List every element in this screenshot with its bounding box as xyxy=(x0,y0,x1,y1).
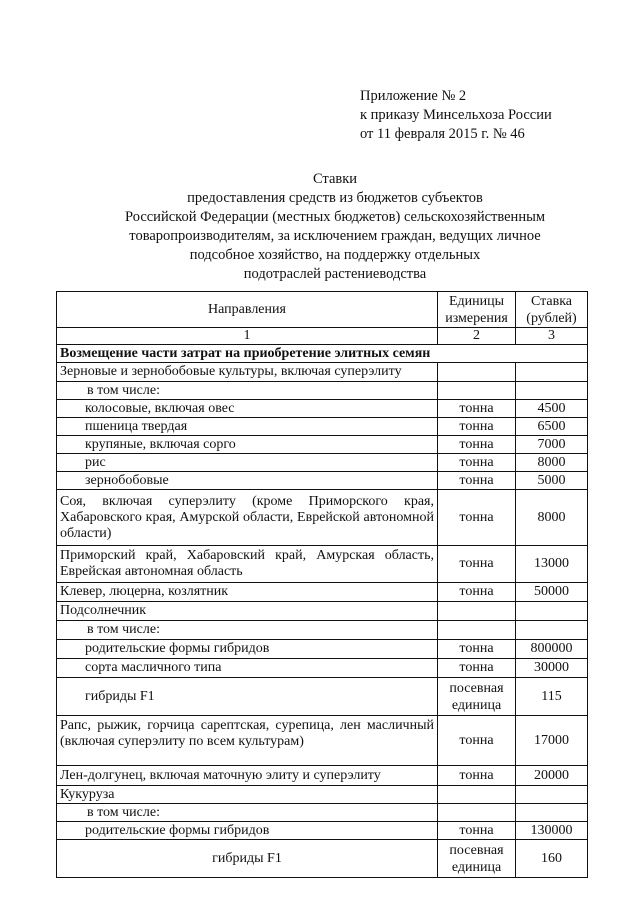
row-name: зернобобовые xyxy=(57,472,438,490)
title-line-5: подотраслей растениеводства xyxy=(243,266,427,282)
row-rate: 5000 xyxy=(516,472,588,490)
row-unit xyxy=(438,804,516,822)
header-unit: Единицы измерения xyxy=(438,292,516,328)
row-rate xyxy=(516,382,588,400)
row-unit: тонна xyxy=(438,400,516,418)
row-name: родительские формы гибридов xyxy=(57,640,438,659)
row-name: гибриды F1 xyxy=(57,678,438,716)
row-rate: 13000 xyxy=(516,546,588,583)
table-row xyxy=(57,363,588,382)
row-unit xyxy=(438,786,516,804)
row-name: колосовые, включая овес xyxy=(57,400,438,418)
row-rate xyxy=(516,804,588,822)
document-title xyxy=(90,170,580,284)
row-unit: тонна xyxy=(438,640,516,659)
appendix-line-2: к приказу Минсельхоза России xyxy=(360,107,552,123)
row-unit: тонна xyxy=(438,418,516,436)
row-rate: 8000 xyxy=(516,454,588,472)
row-rate: 6500 xyxy=(516,418,588,436)
table-header-row xyxy=(57,292,588,328)
section-title: Возмещение части затрат на приобретение элитных семян xyxy=(57,345,588,363)
table-row xyxy=(57,659,588,678)
table-row xyxy=(57,602,588,621)
table-row xyxy=(57,583,588,602)
row-rate xyxy=(516,602,588,621)
table-row xyxy=(57,840,588,878)
row-name: Кукуруза xyxy=(57,786,438,804)
column-number-row xyxy=(57,328,588,345)
row-rate xyxy=(516,363,588,382)
row-unit: тонна xyxy=(438,490,516,546)
row-unit: тонна xyxy=(438,583,516,602)
col-number-2: 2 xyxy=(438,328,516,345)
appendix-block xyxy=(360,87,552,144)
row-rate: 4500 xyxy=(516,400,588,418)
table-row xyxy=(57,678,588,716)
row-name: Клевер, люцерна, козлятник xyxy=(57,583,438,602)
row-name: Подсолнечник xyxy=(57,602,438,621)
row-rate: 7000 xyxy=(516,436,588,454)
row-unit: тонна xyxy=(438,659,516,678)
table-row xyxy=(57,546,588,583)
row-name: Рапс, рыжик, горчица сарептская, сурепица, лен масличный (включая суперэлиту по всем культурам) xyxy=(57,716,438,766)
row-rate xyxy=(516,621,588,640)
row-rate: 30000 xyxy=(516,659,588,678)
row-unit: тонна xyxy=(438,454,516,472)
title-line-2: Российской Федерации (местных бюджетов) сельскохозяйственным xyxy=(125,209,545,225)
appendix-line-3: от 11 февраля 2015 г. № 46 xyxy=(360,126,525,142)
row-name: рис xyxy=(57,454,438,472)
row-rate: 8000 xyxy=(516,490,588,546)
row-unit: посевная единица xyxy=(438,678,516,716)
table-row xyxy=(57,472,588,490)
table-row xyxy=(57,400,588,418)
header-direction: Направления xyxy=(57,292,438,328)
row-name: Зерновые и зернобобовые культуры, включая суперэлиту xyxy=(57,363,438,382)
row-unit: тонна xyxy=(438,822,516,840)
section-row xyxy=(57,345,588,363)
row-rate: 800000 xyxy=(516,640,588,659)
row-name: в том числе: xyxy=(57,382,438,400)
row-unit: тонна xyxy=(438,472,516,490)
row-unit xyxy=(438,621,516,640)
row-name: в том числе: xyxy=(57,804,438,822)
table-row xyxy=(57,382,588,400)
row-unit: тонна xyxy=(438,546,516,583)
table-row xyxy=(57,822,588,840)
row-rate: 20000 xyxy=(516,766,588,786)
table-row xyxy=(57,786,588,804)
row-unit xyxy=(438,602,516,621)
row-name: сорта масличного типа xyxy=(57,659,438,678)
row-name: Приморский край, Хабаровский край, Амурская область, Еврейская автономная область xyxy=(57,546,438,583)
row-name: Лен-долгунец, включая маточную элиту и суперэлиту xyxy=(57,766,438,786)
rates-table xyxy=(56,291,588,878)
row-name: пшеница твердая xyxy=(57,418,438,436)
row-name: Соя, включая суперэлиту (кроме Приморского края, Хабаровского края, Амурской области, Еврейской автономной области) xyxy=(57,490,438,546)
title-line-1: предоставления средств из бюджетов субъектов xyxy=(187,190,483,206)
row-name: гибриды F1 xyxy=(57,840,438,878)
table-row xyxy=(57,490,588,546)
row-name: в том числе: xyxy=(57,621,438,640)
table-row xyxy=(57,716,588,766)
row-name: крупяные, включая сорго xyxy=(57,436,438,454)
row-unit: посевная единица xyxy=(438,840,516,878)
row-unit xyxy=(438,363,516,382)
row-rate: 115 xyxy=(516,678,588,716)
title-heading: Ставки xyxy=(312,171,358,187)
title-line-4: подсобное хозяйство, на поддержку отдельных xyxy=(189,247,481,263)
table-row xyxy=(57,766,588,786)
table-row xyxy=(57,804,588,822)
row-unit: тонна xyxy=(438,766,516,786)
row-rate xyxy=(516,786,588,804)
row-unit xyxy=(438,382,516,400)
row-rate: 17000 xyxy=(516,716,588,766)
row-unit: тонна xyxy=(438,716,516,766)
title-line-3: товаропроизводителям, за исключением граждан, ведущих личное xyxy=(129,228,541,244)
row-unit: тонна xyxy=(438,436,516,454)
header-rate: Ставка (рублей) xyxy=(516,292,588,328)
row-rate: 130000 xyxy=(516,822,588,840)
table-row xyxy=(57,418,588,436)
row-name: родительские формы гибридов xyxy=(57,822,438,840)
row-rate: 160 xyxy=(516,840,588,878)
table-row xyxy=(57,436,588,454)
col-number-1: 1 xyxy=(57,328,438,345)
table-row xyxy=(57,621,588,640)
appendix-line-1: Приложение № 2 xyxy=(360,88,467,104)
col-number-3: 3 xyxy=(516,328,588,345)
table-row xyxy=(57,640,588,659)
table-row xyxy=(57,454,588,472)
row-rate: 50000 xyxy=(516,583,588,602)
